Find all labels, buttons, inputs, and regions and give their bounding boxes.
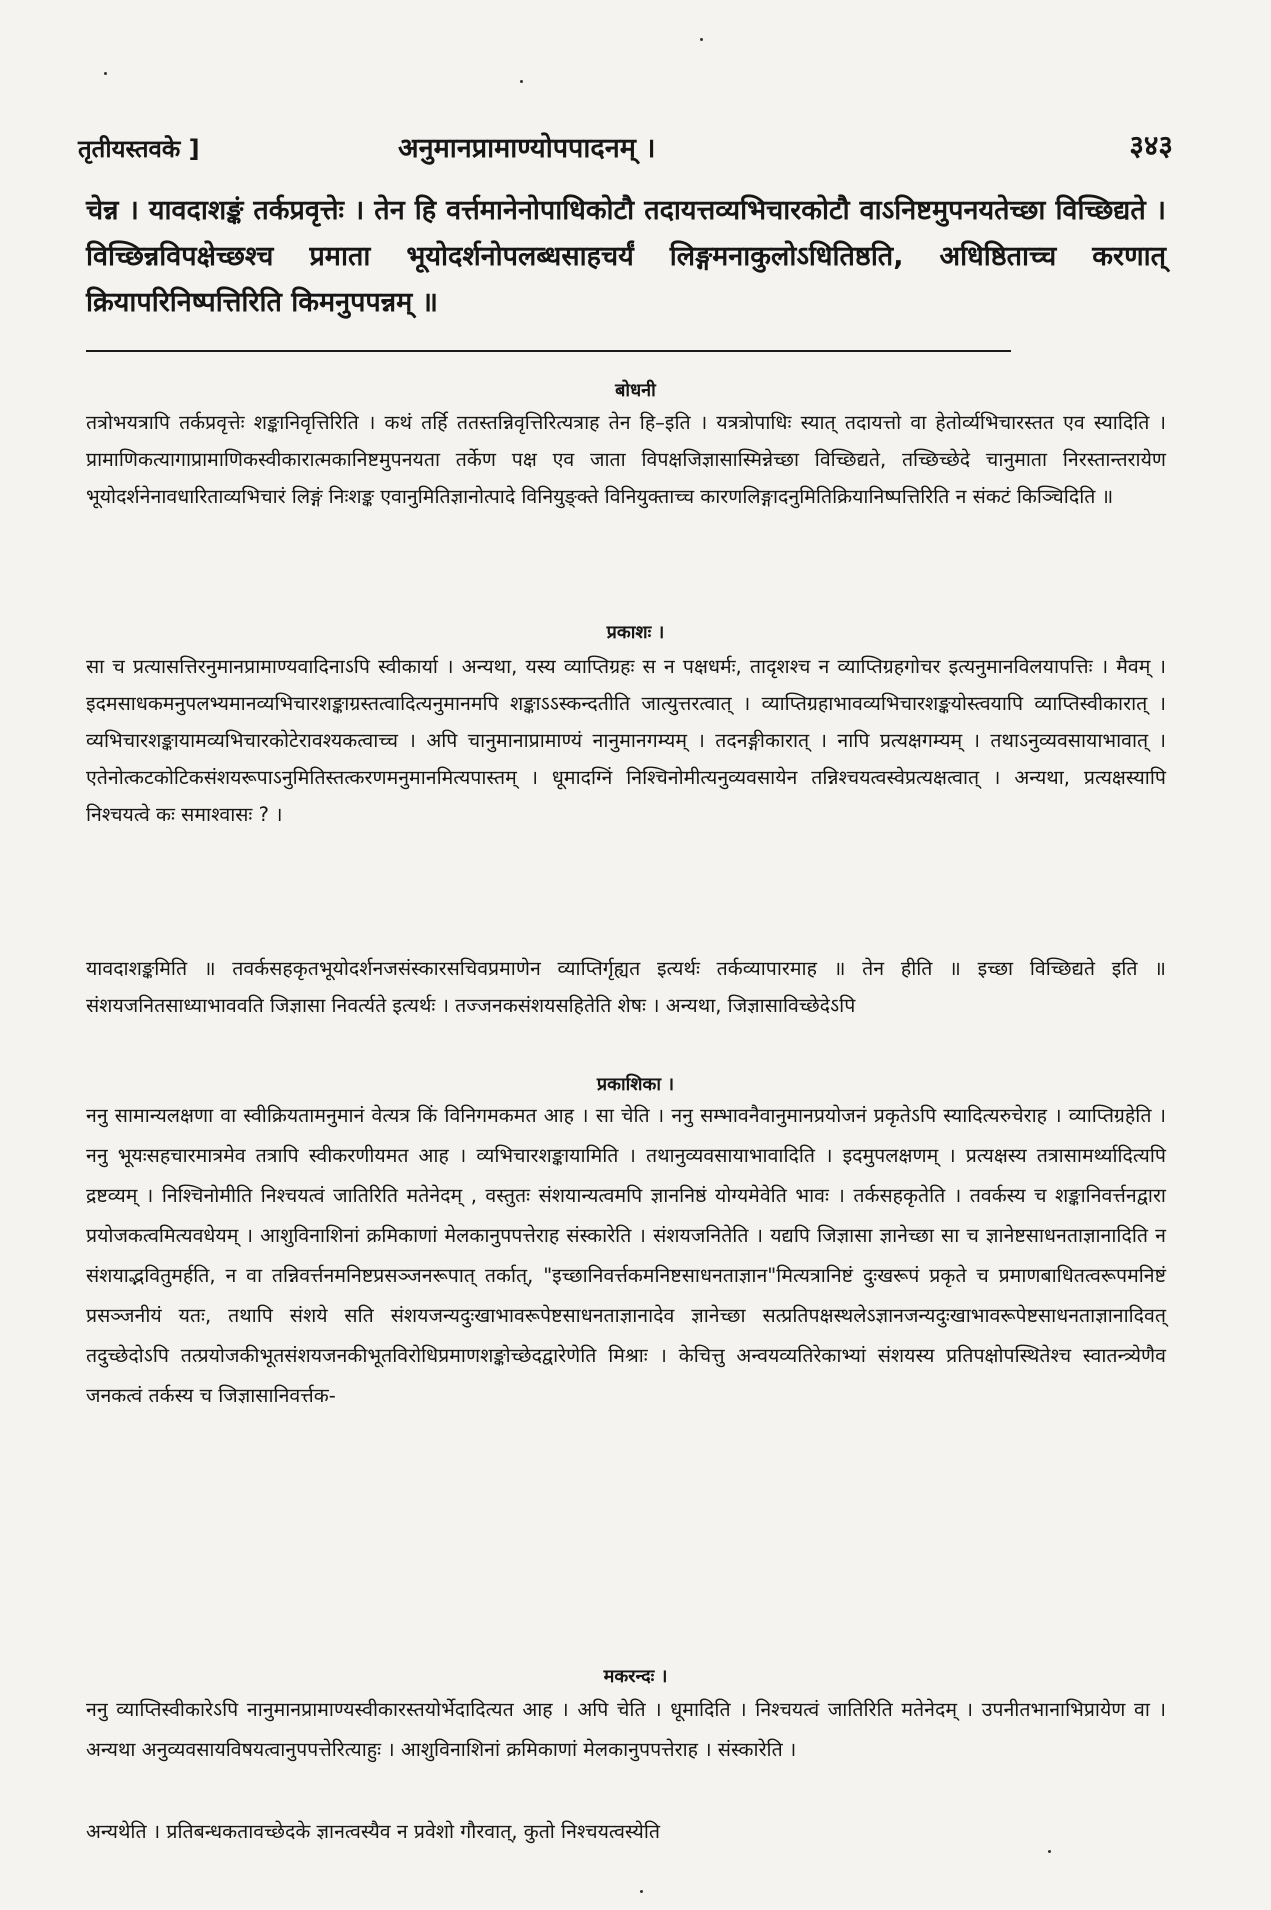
bodhani-commentary: तत्रोभयत्रापि तर्कप्रवृत्तेः शङ्कानिवृत्तिरिति । कथं तर्हि ततस्तन्निवृत्तिरित्यत्राह तेन हि–इति । यत्रत्रोपाधिः स्यात् तदायत्तो वा हेतोर्व्यभिचारस्तत एव स्यादिति । प्रामाणिकत्यागाप्रामाणिकस्वीकारात्मकानिष्टमुपनयता तर्केण पक्ष एव जाता विपक्षजिज्ञासास्मिन्नेच्छा विच्छिद्यते, तच्छिच्छेदे चानुमाता निरस्तान्तरायेण भूयोदर्शनेनावधारिताव्यभिचारं लिङ्गं निःशङ्क एवानुमितिज्ञानोत्पादे विनियुङ्क्ते विनियुक्ताच्च कारणलिङ्गादनुमितिक्रियानिष्पत्तिरिति न संकटं किञ्चिदिति ॥ [86, 411, 1166, 508]
scan-speck [700, 38, 703, 41]
page-number: ३४३ [1129, 129, 1173, 162]
page-header [78, 122, 1173, 170]
makaranda-paragraph-2: अन्यथेति । प्रतिबन्धकतावच्छेदके ज्ञानत्वस्यैव न प्रवेशो गौरवात्, कुतो निश्चयत्वस्येति [86, 1820, 660, 1843]
horizontal-rule [86, 350, 1011, 352]
bodhani-heading: बोधनी [615, 380, 656, 401]
makaranda-paragraph-1: ननु व्याप्तिस्वीकारेऽपि नानुमानप्रामाण्यस्वीकारस्तयोर्भेदादित्यत आह । अपि चेति । धूमादिति । निश्चयत्वं जातिरिति मतेनेदम् । उपनीतभानाभिप्रायेण वा । अन्यथा अनुव्यवसायविषयत्वानुपपत्तेरित्याहुः । आशुविनाशिनां क्रमिकाणां मेलकानुपपत्तेराह । संस्कारेति । [86, 1698, 1166, 1761]
prakasha-heading: प्रकाशः । [606, 622, 665, 643]
running-title: अनुमानप्रामाण्योपपादनम् । [398, 133, 656, 164]
makaranda-heading: मकरन्दः । [603, 1666, 668, 1687]
prakasha-paragraph-2: यावदाशङ्कमिति ॥ तवर्कसहकृतभूयोदर्शनजसंस्कारसचिवप्रमाणेन व्याप्तिर्गृह्यत इत्यर्थः तर्कव्यापारमाह ॥ तेन हीति ॥ इच्छा विच्छिद्यते इति ॥ संशयजनितसाध्याभाववति जिज्ञासा निवर्त्यते इत्यर्थः । तज्जनकसंशयसहितेति शेषः । अन्यथा, जिज्ञासाविच्छेदेऽपि [86, 957, 1166, 1017]
scan-speck [520, 80, 523, 83]
prakasha-paragraph-1: सा च प्रत्यासत्तिरनुमानप्रामाण्यवादिनाऽपि स्वीकार्या । अन्यथा, यस्य व्याप्तिग्रहः स न पक्षधर्मः, तादृशश्च न व्याप्तिग्रहगोचर इत्यनुमानविलयापत्तिः । मैवम् । इदमसाधकमनुपलभ्यमानव्यभिचारशङ्काग्रस्तत्वादित्यनुमानमपि शङ्काऽऽस्कन्दतीति जात्युत्तरत्वात् । व्याप्तिग्रहाभावव्यभिचारशङ्कयोस्त्वयापि व्याप्तिस्वीकारात् । व्यभिचारशङ्कायामव्यभिचारकोटेरावश्यकत्वाच्च । अपि चानुमानाप्रामाण्यं नानुमानगम्यम् । तदनङ्गीकारात् । नापि प्रत्यक्षगम्यम् । तथाऽनुव्यवसायाभावात् । एतेनोत्कटकोटिकसंशयरूपाऽनुमितिस्तत्करणमनुमानमित्यपास्तम् । धूमादग्निं निश्चिनोमीत्यनुव्यवसायेन तन्निश्चयत्वस्वेप्रत्यक्षत्वात् । अन्यथा, प्रत्यक्षस्यापि निश्चयत्वे कः समाश्वासः ? । [86, 655, 1166, 826]
prakashika-commentary: ननु सामान्यलक्षणा वा स्वीक्रियतामनुमानं वेत्यत्र किं विनिगमकमत आह । सा चेति । ननु सम्भावनैवानुमानप्रयोजनं प्रकृतेऽपि स्यादित्यरुचेराह । व्याप्तिग्रहेति । ननु भूयःसहचारमात्रमेव तत्रापि स्वीकरणीयमत आह । व्यभिचारशङ्कायामिति । तथानुव्यवसायाभावादिति । इदमुपलक्षणम् । प्रत्यक्षस्य तत्रासामर्थ्यादित्यपि द्रष्टव्यम् । निश्चिनोमीति निश्चयत्वं जातिरिति मतेनेदम् , वस्तुतः संशयान्यत्वमपि ज्ञाननिष्ठं योग्यमेवेति भावः । तर्कसहकृतेति । तवर्कस्य च शङ्कानिवर्त्तनद्वारा प्रयोजकत्वमित्यवधेयम् । आशुविनाशिनां क्रमिकाणां मेलकानुपपत्तेराह संस्कारेति । संशयजनितेति । यद्यपि जिज्ञासा ज्ञानेच्छा सा च ज्ञानेष्टसाधनताज्ञानादिति न संशयाद्भवितुमर्हति, न वा तन्निवर्त्तनमनिष्टप्रसञ्जनरूपात् तर्कात्, "इच्छानिवर्त्तकमनिष्टसाधनताज्ञान"मित्यत्रानिष्टं दुःखरूपं प्रकृते च प्रमाणबाधितत्वरूपमनिष्टं प्रसञ्जनीयं यतः, तथापि संशये सति संशयजन्यदुःखाभावरूपेष्टसाधनताज्ञानादेव ज्ञानेच्छा सत्प्रतिपक्षस्थलेऽज्ञानजन्यदुःखाभावरूपेष्टसाधनताज्ञानादिवत् तदुच्छेदोऽपि तत्प्रयोजकीभूतसंशयजनकीभूतविरोधिप्रमाणशङ्कोच्छेदद्वारेणेति मिश्राः । केचित्तु अन्वयव्यतिरेकाभ्यां संशयस्य प्रतिपक्षोपस्थितेश्च स्वातन्त्र्येणैव जनकत्वं तर्कस्य च जिज्ञासानिवर्त्तक- [86, 1104, 1166, 1407]
section-label: तृतीयस्तवके ] [78, 135, 200, 163]
scan-speck [104, 72, 107, 75]
main-text: चेन्न । यावदाशङ्कं तर्कप्रवृत्तेः । तेन हि वर्त्तमानेनोपाधिकोटौ तदायत्तव्यभिचारकोटौ वाऽनिष्टमुपनयतेच्छा विच्छिद्यते । विच्छिन्नविपक्षेच्छश्च प्रमाता भूयोदर्शनोपलब्धसाहचर्यं लिङ्गमनाकुलोऽधितिष्ठति, अधिष्ठिताच्च करणात् क्रियापरिनिष्पत्तिरिति किमनुपपन्नम् ॥ [86, 195, 1166, 318]
scan-speck [640, 1890, 643, 1893]
prakashika-heading: प्रकाशिका । [596, 1074, 675, 1095]
